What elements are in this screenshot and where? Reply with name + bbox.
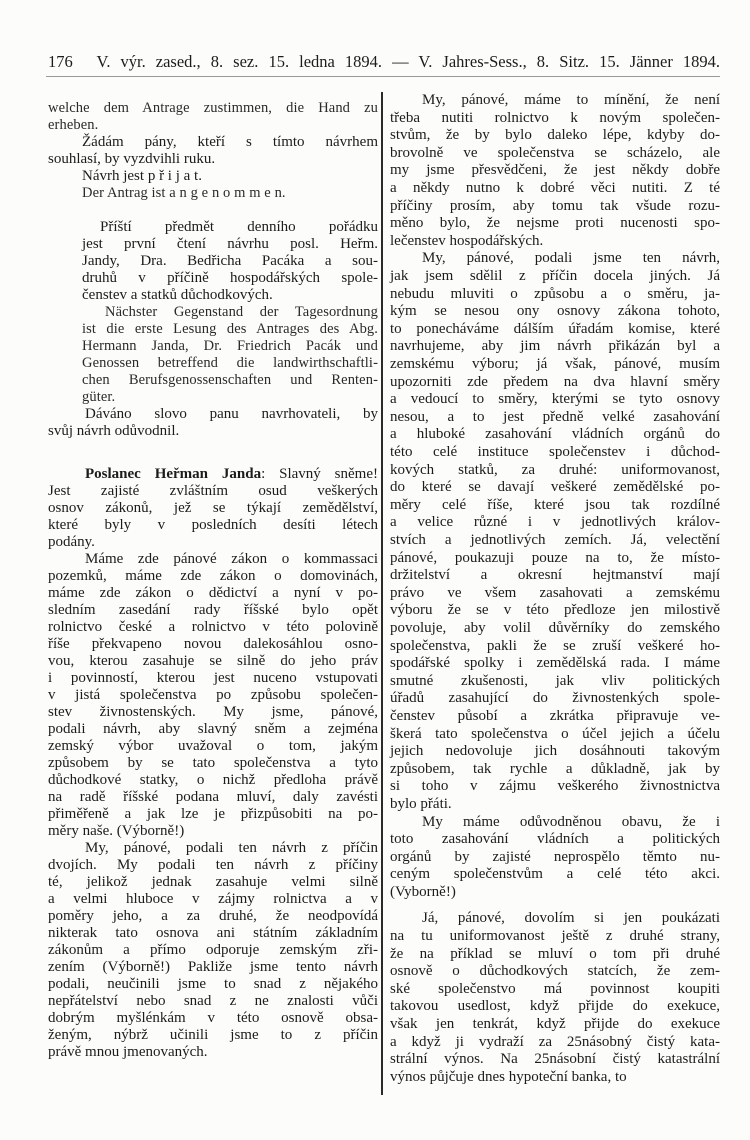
page-number: 176 — [48, 52, 73, 71]
text-line: My, pánové, podali ten návrh z příčin — [85, 839, 378, 856]
text-line: povoluje, aby volil důvěrníky do zemského — [390, 620, 720, 636]
text-line: i povinností, kterou jest nuceno vstupovati — [48, 669, 378, 686]
text-line: zemský výbor uvažoval o tom, jakým — [48, 737, 378, 754]
text-line: chen Berufsgenossenschaften und Renten- — [82, 372, 378, 388]
text-line: Máme zde pánové zákon o kommassaci — [85, 550, 378, 567]
text-line: rolnictvo české a rolnictvo v této polovině — [48, 618, 378, 635]
running-head-separator: — — [392, 52, 409, 71]
text-line: my jsme přesvědčeni, že jest někdy dobře — [390, 162, 720, 179]
text-line: že na příklad se mluví o tom při druhé — [390, 945, 720, 962]
text-line: nepřátelství nebo snad z ne znalosti vůči — [48, 992, 378, 1009]
text-line: na tu uniformovanost ještě z druhé strany, — [390, 928, 720, 944]
text-line: to ponecháváme dálším úřadám komise, které — [390, 320, 720, 337]
text-line: lečenstev hospodářských. — [390, 232, 544, 249]
text-line: sledním zasedání rady říšské bylo opět — [48, 601, 378, 618]
text-line: společenstva, pakli že se zruší veškeré ho- — [390, 637, 720, 654]
running-header — [48, 52, 720, 72]
text-line: welche dem Antrage zustimmen, die Hand zu — [48, 100, 378, 116]
text-line: (Vyborně!) — [390, 884, 456, 900]
text-line: ceným společenstvům a celé této akci. — [390, 866, 720, 883]
text-line: druhů v příčině hospodářských spole- — [82, 270, 378, 286]
text-line: brovolně ve společenstva se scházelo, ale — [390, 144, 720, 161]
speech-opening: : Slavný sněme! — [261, 465, 378, 482]
text-line: příčiny prosím, aby tomu tak všude rozu- — [390, 197, 720, 214]
text-line: právě mnou jmenovaných. — [48, 1043, 208, 1060]
text-line: My, pánové, podali jsme ten návrh, — [422, 250, 720, 267]
text-line: navrhujeme, aby jim návrh přikázán byl a — [390, 338, 720, 355]
text-line: čenstev působí a zkrátka připravuje ve- — [390, 708, 720, 724]
text-line: My, pánové, máme to mínění, že není — [422, 92, 720, 108]
text-line: Hermann Janda, Dr. Friedrich Pacák und — [82, 338, 378, 354]
text-line: právo ve všem zasahovati a zemskému — [390, 584, 720, 601]
text-line: a hluboké zasahování vládních orgánů do — [390, 426, 720, 443]
text-line: způsobem by se tato společenstva a tyto — [48, 754, 378, 771]
speaker-name: Poslanec Heřman Janda — [85, 465, 262, 482]
text-line: důchodkové statky, o nichž předloha právě — [48, 771, 378, 788]
text-line: Já, pánové, dovolím si jen poukázati — [422, 910, 720, 927]
text-line: a velmi hluboce v zájmy rolnictva a v — [48, 890, 378, 907]
text-line: toto zasahování vládních a politických — [390, 831, 720, 848]
text-line: a někdy nutno k dobré věci nutiti. Z té — [390, 180, 720, 196]
text-line: Návrh jest p ř i j a t. — [82, 168, 202, 184]
text-line: výboru že se v této předloze jen milostivě — [390, 602, 720, 619]
text-line: spodářské spolky i zemědělská rada. I máme — [390, 655, 720, 672]
text-line: ženým, nýbrž učinili jsme to z příčin — [48, 1026, 378, 1043]
text-line: dobrým myšlénkám v této osnově obsa- — [48, 1009, 378, 1026]
text-line: Nächster Gegenstand der Tagesordnung — [105, 304, 378, 320]
text-line: orgánů by zajisté neprospělo těmto nu- — [390, 848, 720, 865]
text-line: stev živnostenských. My jsme, pánové, — [48, 703, 378, 720]
text-line: škerá tato společenstva o účel jejich a účelu — [390, 725, 720, 742]
text-line — [85, 465, 378, 483]
text-line: zákonům a přímo odporuje zemským zři- — [48, 941, 378, 958]
text-line: ské společenstvo má povinnost koupiti — [390, 980, 720, 997]
text-line: poměry jeho, a za druhé, že neodpovídá — [48, 907, 378, 924]
text-line: smutné zkušenosti, jak vliv politických — [390, 672, 720, 689]
text-line: podány. — [48, 533, 95, 550]
text-line: upozorniti zde předem na dva hlavní směry — [390, 373, 720, 390]
text-line: Žádám pány, kteří s tímto návrhem — [82, 134, 378, 150]
text-line: držitelství a okresní hejtmanství mají — [390, 567, 720, 584]
text-line: takovou usedlost, když přijde do exekuce, — [390, 998, 720, 1015]
text-line: erheben. — [48, 117, 99, 133]
running-head-czech: V. výr. zased., 8. sez. 15. ledna 1894. — [96, 52, 383, 71]
text-line: nikterak tato osnova ani státním základním — [48, 924, 378, 941]
text-line: Dáváno slovo panu navrhovateli, by — [85, 406, 378, 422]
text-line: Der Antrag ist a n g e n o m m e n. — [82, 185, 286, 201]
header-rule — [46, 76, 720, 77]
text-line: v jistá společenstva po způsobu společen- — [48, 686, 378, 703]
text-line: strální výnos. Na 25násobní čistý katastrální — [390, 1051, 720, 1068]
text-line: měry celé říše, které jsou tak rozdílné — [390, 496, 720, 513]
text-line: třeba nutiti rolnictvo k novým společen- — [390, 109, 720, 126]
text-line: do které se davají veškeré zemědělské po- — [390, 479, 720, 496]
text-line: Jandy, Dra. Bedřicha Pacáka a sou- — [82, 253, 378, 269]
text-line: zením (Výborně!) Pakliže jsme tento návrh — [48, 958, 378, 975]
text-line: říše překvapeno novou dalekosáhlou osno- — [48, 635, 378, 652]
text-line: jejich nedovoluje jich dosáhnouti takovým — [390, 743, 720, 760]
text-line: Genossen betreffend die landwirthschaftli- — [82, 355, 378, 371]
text-line: kových statků, za druhé: uniformovanost, — [390, 461, 720, 478]
text-line: přiměřeně a jak lze je přizpůsobiti na po- — [48, 805, 378, 822]
text-line: které byly v posledních desíti létech — [48, 516, 378, 533]
text-line: a když ji vydraží za 25násobný čistý kata- — [390, 1033, 720, 1050]
text-line: pozemků, máme zde zákon o domovinách, — [48, 567, 378, 584]
text-line: My máme odůvodněnou obavu, že i — [422, 813, 720, 830]
text-line: způsobem, tak rychle a důkladně, jak by — [390, 760, 720, 777]
text-line: jak jsem sdělil z příčin docela jiných. Já — [390, 268, 720, 284]
text-line: souhlasí, by vyzdvihli ruku. — [48, 151, 216, 167]
text-line: stvům, že by bylo daleko lépe, kdyby do- — [390, 127, 720, 144]
text-line: jest první čtení návrhu posl. Heřm. — [82, 236, 378, 252]
text-line: máme zde zákon o dědictví a nyní v po- — [48, 584, 378, 601]
text-line: si toho v zájmu veškerého živnostnictva — [390, 778, 720, 795]
text-line: pánové, poukazuji pouze na to, že místo- — [390, 549, 720, 566]
text-line: stvích a jednotlivých zemích. Já, velectění — [390, 532, 720, 548]
text-line: této celé instituce společenstev i důchod- — [390, 444, 720, 460]
text-line: měno bylo, že nejsme proti nucenosti spo- — [390, 215, 720, 232]
text-line: na radě říšské podana mluví, daly zavésti — [48, 788, 378, 805]
text-line: úřadů zasahující do živnostenkých spole- — [390, 690, 720, 707]
text-line: zemskému výboru; já však, pánové, musím — [390, 356, 720, 372]
running-head-german: V. Jahres-Sess., 8. Sitz. 15. Jänner 1894. — [418, 52, 721, 71]
text-line: a velice různé i v jednotlivých králov- — [390, 514, 720, 531]
text-line: Jest zajisté zvláštním osud veškerých — [48, 482, 378, 499]
text-line: vou, kterou zasahuje se silně do jeho práv — [48, 652, 378, 669]
text-line: osnov zákonů, jež se týkají zemědělství, — [48, 499, 378, 516]
text-line: nebudu mluviti o způsobu a o směru, ja- — [390, 285, 720, 302]
text-line: osnově o důchodkových statcích, že zem- — [390, 963, 720, 980]
text-line: měry naše. (Výborně!) — [48, 822, 185, 839]
text-line: však jen tenkrát, když přijde do exekuce — [390, 1016, 720, 1032]
text-line: ist die erste Lesung des Antrages des Abg. — [82, 321, 378, 337]
text-line: čenstev a statků důchodkových. — [82, 287, 273, 303]
text-line: dvojích. My podali ten návrh z příčiny — [48, 856, 378, 873]
text-line: güter. — [82, 389, 116, 405]
text-line: kým se nesou ony osnovy zákona tohoto, — [390, 303, 720, 320]
text-line: a vedoucí to směry, kterými se tyto osnovy — [390, 391, 720, 408]
text-line: podali, neučinili jsme to snad z nějakého — [48, 975, 378, 992]
text-line: nesou, a to jest předně velké zasahování — [390, 408, 720, 425]
text-line: výnos půjčuje dnes hypoteční banka, to — [390, 1068, 627, 1085]
column-divider — [381, 92, 383, 1095]
text-line: podali návrh, aby slavný sněm a zejména — [48, 720, 378, 737]
text-line: Příští předmět denního pořádku — [100, 219, 378, 235]
text-line: svůj návrh odůvodnil. — [48, 423, 180, 439]
text-line: té, jelikož jednak zasahuje velmi silně — [48, 873, 378, 890]
text-line: bylo přáti. — [390, 796, 452, 812]
